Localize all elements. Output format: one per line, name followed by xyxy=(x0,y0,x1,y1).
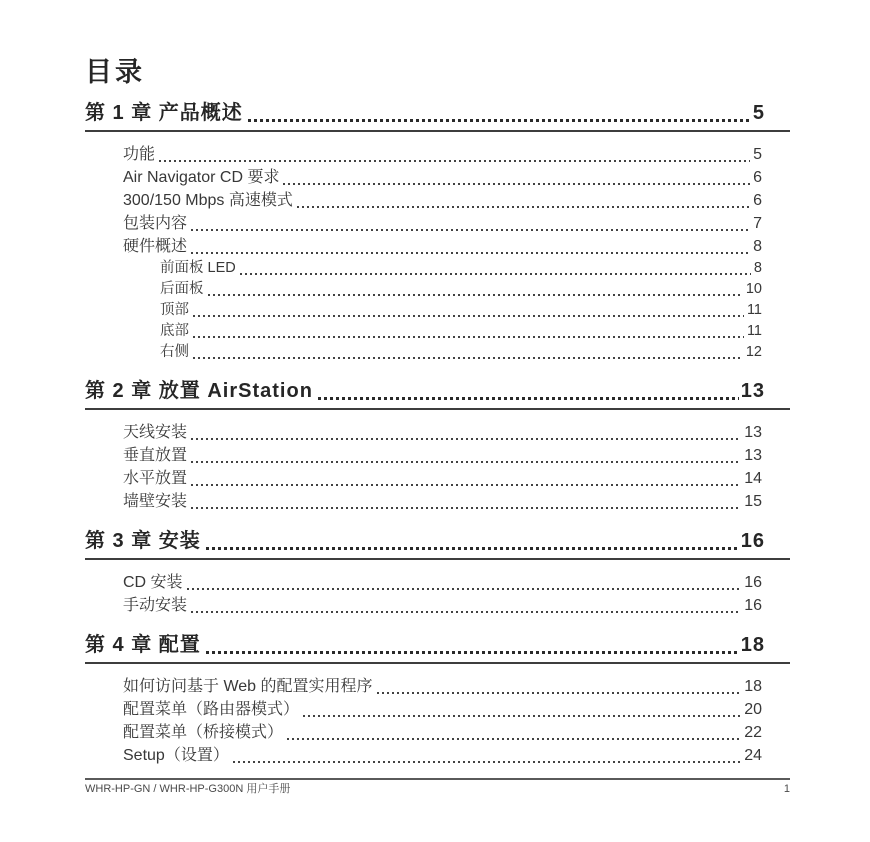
toc-entry-row[interactable] xyxy=(123,444,790,467)
toc-chapter-page: 5 xyxy=(752,102,765,124)
toc-entry-row[interactable] xyxy=(123,744,790,767)
toc-entry-page: 5 xyxy=(753,146,762,163)
toc-entry-row[interactable] xyxy=(160,321,790,342)
toc-entry-page: 11 xyxy=(746,323,762,339)
dot-leader xyxy=(159,160,750,162)
toc-chapter-label: 第 4 章 配置 xyxy=(85,634,201,656)
toc-entry-row[interactable] xyxy=(160,279,790,300)
toc-entry-page: 20 xyxy=(744,701,762,718)
toc-entry-row[interactable] xyxy=(123,421,790,444)
chapter-heading-underline xyxy=(85,378,790,410)
toc-entry-label: 顶部 xyxy=(160,302,189,318)
dot-leader xyxy=(193,357,743,359)
toc-chapter-row[interactable] xyxy=(85,528,790,554)
toc-chapter-label: 第 2 章 放置 AirStation xyxy=(85,380,313,402)
toc-entry-label: 后面板 xyxy=(160,281,204,297)
toc-entry-page: 11 xyxy=(746,302,762,318)
toc-entry-row[interactable] xyxy=(123,166,790,189)
dot-leader xyxy=(191,461,741,463)
dot-leader xyxy=(240,273,751,275)
toc-entry-row[interactable] xyxy=(123,594,790,617)
dot-leader xyxy=(297,206,750,208)
toc-entry-label: Air Navigator CD 要求 xyxy=(123,169,280,186)
toc-entry-row[interactable] xyxy=(123,189,790,212)
dot-leader xyxy=(191,484,741,486)
toc-chapter-label: 第 3 章 安装 xyxy=(85,530,201,552)
toc-entry-page: 6 xyxy=(753,192,762,209)
toc-entry-label: 底部 xyxy=(160,323,189,339)
toc-entry-label: 配置菜单（路由器模式） xyxy=(123,701,300,718)
dot-leader xyxy=(287,738,741,740)
dot-leader xyxy=(208,294,743,296)
toc-entry-page: 16 xyxy=(744,574,762,591)
toc-entry-label: 包装内容 xyxy=(123,215,188,232)
dot-leader xyxy=(318,397,739,400)
toc-entry-page: 8 xyxy=(753,238,762,255)
chapter-heading-underline xyxy=(85,632,790,664)
toc-entry-page: 16 xyxy=(744,597,762,614)
toc-page xyxy=(85,57,790,796)
toc-entry-page: 15 xyxy=(744,493,762,510)
chapter-section-2 xyxy=(85,378,790,513)
toc-entry-row[interactable] xyxy=(160,258,790,279)
toc-entry-label: Setup（设置） xyxy=(123,747,229,764)
dot-leader xyxy=(233,761,741,763)
toc-entry-row[interactable] xyxy=(123,721,790,744)
toc-entry-page: 6 xyxy=(753,169,762,186)
toc-entry-row[interactable] xyxy=(123,467,790,490)
toc-entry-page: 10 xyxy=(745,281,762,297)
chapter-section-3 xyxy=(85,528,790,617)
page-footer xyxy=(85,778,790,796)
toc-entry-row[interactable] xyxy=(160,300,790,321)
toc-entry-page: 18 xyxy=(744,678,762,695)
toc-entry-label: 天线安装 xyxy=(123,424,188,441)
chapter-entries xyxy=(85,560,790,617)
toc-chapter-label: 第 1 章 产品概述 xyxy=(85,102,243,124)
toc-chapter-row[interactable] xyxy=(85,632,790,658)
dot-leader xyxy=(206,547,739,550)
dot-leader xyxy=(193,315,744,317)
toc-entry-page: 14 xyxy=(744,470,762,487)
toc-entry-page: 24 xyxy=(744,747,762,764)
toc-entry-label: 前面板 LED xyxy=(160,260,236,276)
toc-entry-label: 300/150 Mbps 高速模式 xyxy=(123,192,293,209)
toc-entry-label: 硬件概述 xyxy=(123,238,188,255)
dot-leader xyxy=(193,336,744,338)
toc-entry-page: 8 xyxy=(753,260,762,276)
dot-leader xyxy=(191,252,750,254)
toc-entry-row[interactable] xyxy=(123,675,790,698)
toc-entry-row[interactable] xyxy=(123,212,790,235)
toc-entry-row[interactable] xyxy=(123,571,790,594)
footer-page-number: 1 xyxy=(783,783,790,795)
footer-manual-title: WHR-HP-GN / WHR-HP-G300N 用户手册 xyxy=(85,783,291,795)
toc-entry-row[interactable] xyxy=(123,143,790,166)
toc-entry-page: 13 xyxy=(744,424,762,441)
chapter-entries xyxy=(85,664,790,767)
toc-chapter-row[interactable] xyxy=(85,100,790,126)
dot-leader xyxy=(377,692,742,694)
dot-leader xyxy=(303,715,741,717)
toc-entry-label: 功能 xyxy=(123,146,156,163)
toc-entry-label: 配置菜单（桥接模式） xyxy=(123,724,284,741)
dot-leader xyxy=(248,119,751,122)
dot-leader xyxy=(283,183,750,185)
toc-entry-label: 水平放置 xyxy=(123,470,188,487)
chapter-entries xyxy=(85,132,790,363)
toc-entry-label: 右侧 xyxy=(160,344,189,360)
toc-entry-label: CD 安装 xyxy=(123,574,183,591)
toc-entry-label: 垂直放置 xyxy=(123,447,188,464)
chapter-section-4 xyxy=(85,632,790,767)
chapter-heading-underline xyxy=(85,100,790,132)
chapter-heading-underline xyxy=(85,528,790,560)
toc-chapter-page: 18 xyxy=(740,634,765,656)
toc-entry-row[interactable] xyxy=(123,698,790,721)
toc-entry-page: 22 xyxy=(744,724,762,741)
dot-leader xyxy=(191,229,750,231)
toc-chapter-row[interactable] xyxy=(85,378,790,404)
dot-leader xyxy=(206,651,739,654)
toc-chapter-page: 16 xyxy=(740,530,765,552)
dot-leader xyxy=(187,588,742,590)
toc-entry-label: 手动安装 xyxy=(123,597,188,614)
toc-entry-label: 如何访问基于 Web 的配置实用程序 xyxy=(123,678,373,695)
toc-entry-row[interactable] xyxy=(123,235,790,258)
dot-leader xyxy=(191,438,741,440)
toc-entry-row[interactable] xyxy=(123,490,790,513)
toc-entry-page: 7 xyxy=(753,215,762,232)
toc-entry-page: 12 xyxy=(745,344,762,360)
dot-leader xyxy=(191,507,741,509)
chapter-section-1 xyxy=(85,100,790,363)
dot-leader xyxy=(191,611,741,613)
toc-entry-label: 墙壁安装 xyxy=(123,493,188,510)
toc-entry-page: 13 xyxy=(744,447,762,464)
toc-entry-row[interactable] xyxy=(160,342,790,363)
toc-chapter-page: 13 xyxy=(740,380,765,402)
page-title: 目录 xyxy=(85,57,145,87)
chapter-entries xyxy=(85,410,790,513)
